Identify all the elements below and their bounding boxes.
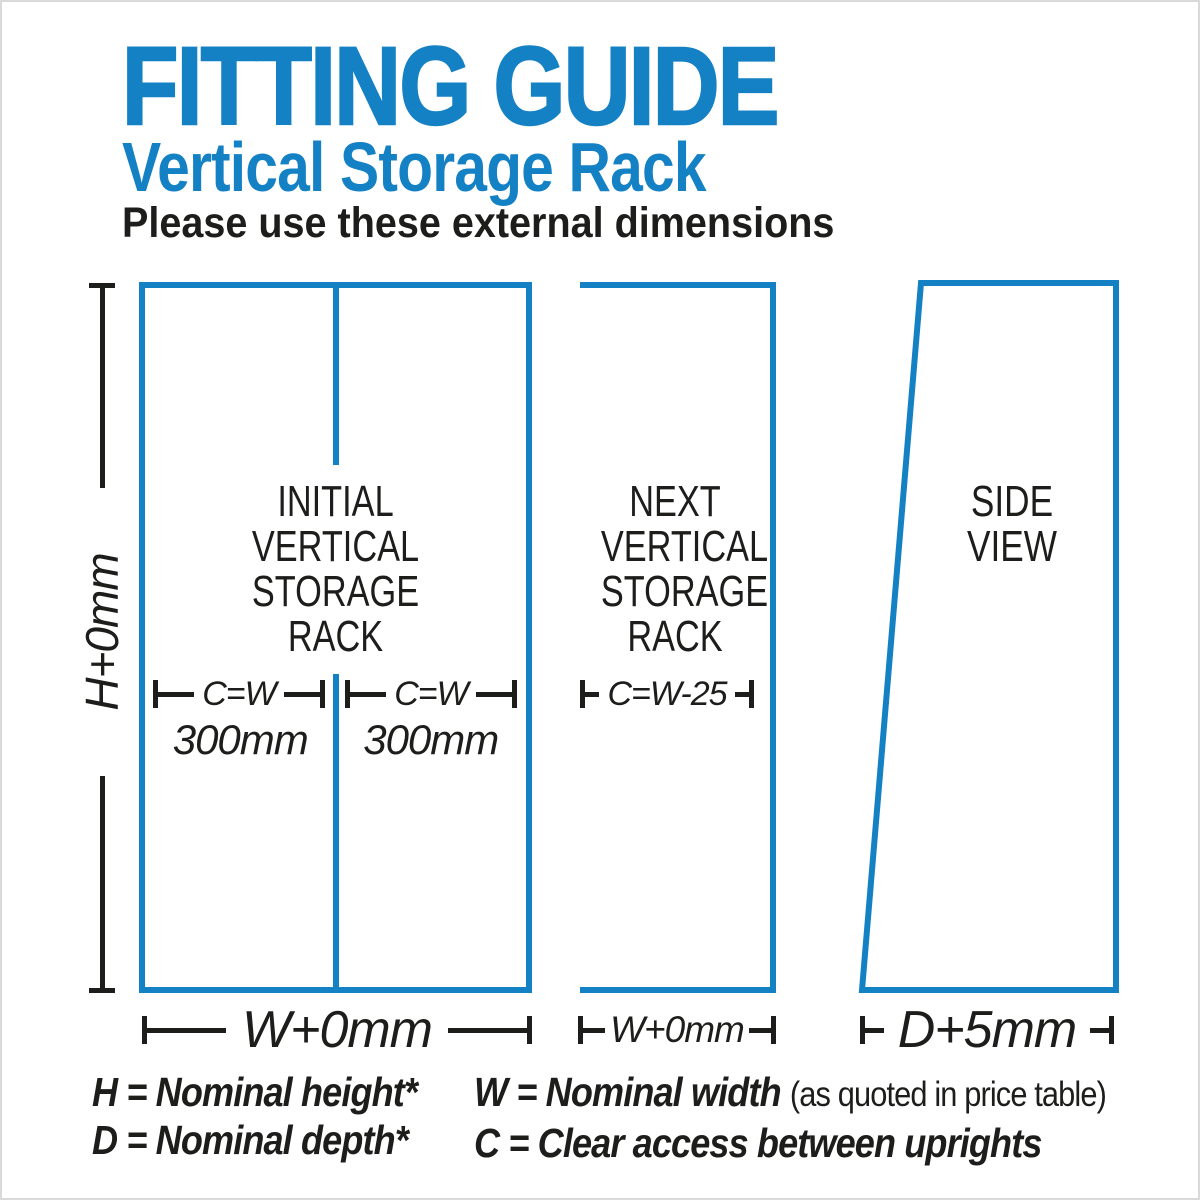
clear-width-value-right: 300mm	[363, 716, 499, 763]
initial-rack-label: INITIAL VERTICAL STORAGE RACK	[251, 477, 420, 661]
side-view-shape	[862, 283, 1116, 990]
dim-line	[476, 692, 512, 697]
legend-clear-access: C = Clear access between uprights	[474, 1120, 1042, 1166]
width-dimension-next	[578, 1009, 776, 1050]
legend-height: H = Nominal height*	[92, 1069, 418, 1115]
legend-depth: D = Nominal depth*	[92, 1117, 408, 1163]
dim-tick	[1109, 1016, 1114, 1044]
dim-line	[585, 692, 599, 697]
dim-tick	[771, 1016, 776, 1044]
height-dimension-label: H+0mm	[76, 553, 128, 711]
instruction-text: Please use these external dimensions	[122, 199, 835, 247]
next-rack-label: NEXT VERTICAL STORAGE RACK	[600, 477, 769, 661]
side-view-outline	[854, 279, 1124, 997]
center-upright-top	[333, 288, 339, 465]
dim-line	[350, 692, 386, 697]
width-dimension-next-label: W+0mm	[610, 1009, 744, 1050]
legend-column-right	[474, 1068, 1106, 1167]
clear-width-dimension-right	[345, 674, 517, 713]
dim-tick	[320, 680, 325, 708]
dim-line	[100, 776, 105, 988]
clear-width-value-left: 300mm	[172, 716, 308, 763]
clear-width-label-left: C=W	[202, 674, 276, 713]
height-dimension	[76, 283, 128, 993]
clear-width-label-next: C=W-25	[607, 674, 727, 713]
clear-width-dimension-next	[580, 674, 754, 713]
legend-column-left	[92, 1068, 417, 1164]
depth-dimension-side	[860, 1001, 1114, 1059]
depth-dimension-label: D+5mm	[897, 1001, 1077, 1059]
clear-width-values	[145, 716, 526, 764]
dim-line	[284, 692, 320, 697]
dim-tick	[89, 988, 115, 993]
width-dimension-initial-label: W+0mm	[242, 1001, 432, 1059]
dim-tick	[527, 1016, 532, 1044]
side-view-label: SIDE VIEW	[967, 477, 1057, 571]
dim-line	[448, 1028, 527, 1033]
dim-line	[583, 1028, 605, 1033]
clear-width-dimension-left	[153, 674, 325, 713]
next-rack-outline	[580, 282, 776, 993]
legend-width	[474, 1068, 1106, 1119]
dim-tick	[749, 680, 754, 708]
initial-rack-outline	[139, 282, 532, 993]
legend-width-text: W = Nominal width	[474, 1069, 781, 1115]
clear-width-label-right: C=W	[394, 674, 468, 713]
dim-line	[865, 1028, 884, 1033]
clear-width-dimensions	[145, 674, 526, 713]
dim-line	[749, 1028, 771, 1033]
width-dimension-initial	[142, 1001, 532, 1059]
dim-line	[158, 692, 194, 697]
dim-line	[147, 1028, 226, 1033]
page-title: FITTING GUIDE	[122, 25, 778, 148]
dim-line	[1090, 1028, 1109, 1033]
page-subtitle: Vertical Storage Rack	[122, 128, 706, 206]
dim-line	[735, 692, 749, 697]
dim-line	[100, 288, 105, 488]
dim-tick	[512, 680, 517, 708]
legend-width-note: (as quoted in price table)	[789, 1075, 1107, 1114]
